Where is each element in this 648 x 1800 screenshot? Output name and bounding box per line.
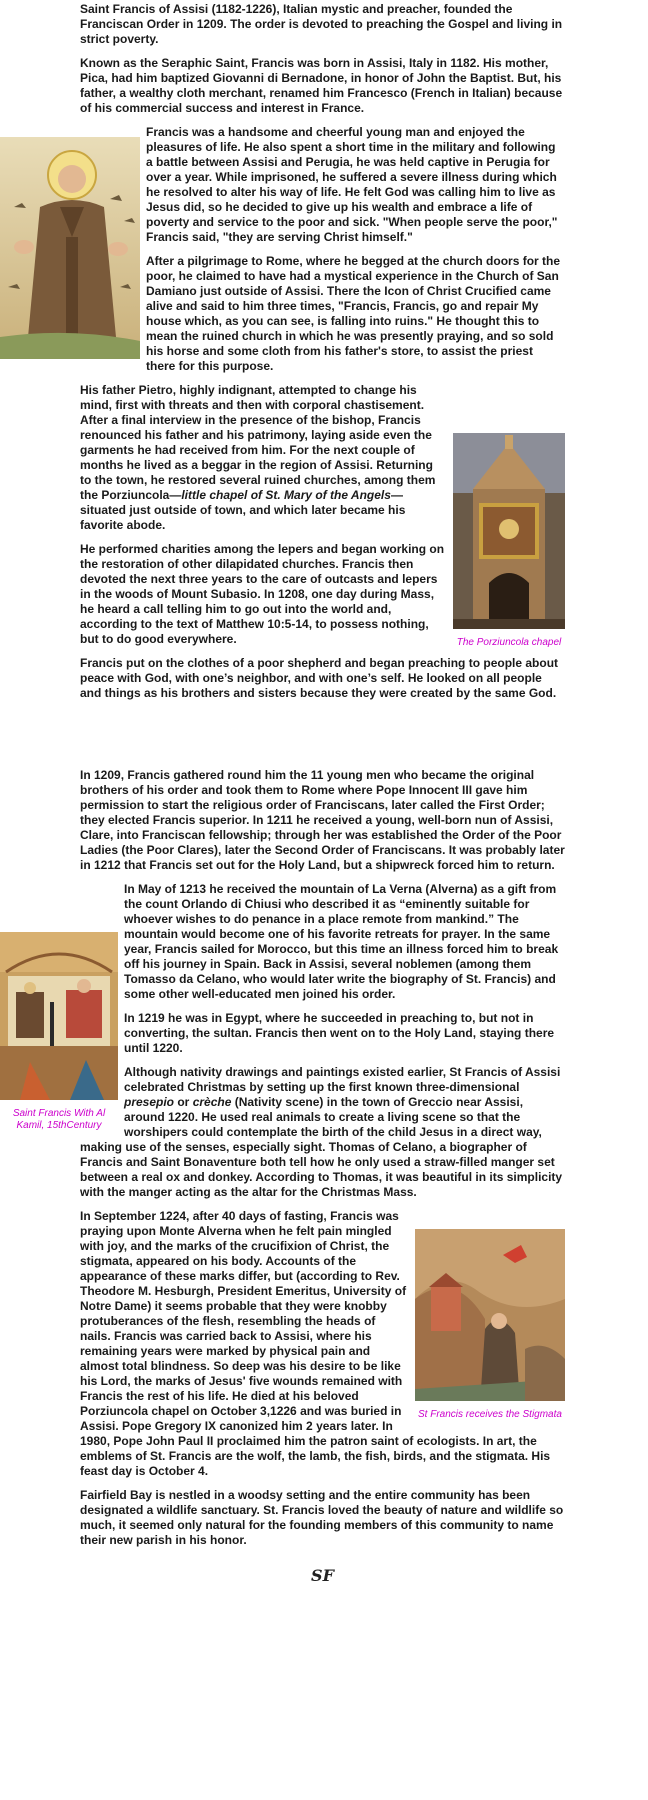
paragraph-egypt: In 1219 he was in Egypt, where he succeeded in preaching to, but not in converting, the sultan. Francis then went on to the Holy Land, staying there until 1220. <box>124 1011 555 1055</box>
paragraph-fairfield-bay: Fairfield Bay is nestled in a woodsy setting and the entire community has been designated a wildlife sanctuary. St. Francis loved the beauty of nature and wildlife so much, it seemed only natural for the founding members of this community to name their new parish in his honor. <box>80 1488 564 1547</box>
paragraph-birth: Known as the Seraphic Saint, Francis was born in Assisi, Italy in 1182. His mother, Pica, had him baptized Giovanni di Bernadone, in honor of John the Baptist. But, his father, a wealthy cloth merchant, renamed him Francesco (French in Italian) because of his commercial success and interest in France. <box>80 56 563 115</box>
stigmata-caption: St Francis receives the Stigmata <box>418 1409 562 1420</box>
paragraph-order: In 1209, Francis gathered round him the 11 young men who became the original brothers of his order and took them to Rome where Pope Innocent III gave him permission to start the religious order of Franciscans, later called the First Order; they elected Francis superior. In 1211 he received a young, well-born nun of Assisi, Clare, into Franciscan fellowship; through her was established the Order of the Poor Ladies (the Poor Clares), later the Second Order of Franciscans. It was probably later in 1212 that Francis set out for the Holy Land, but a shipwreck forced him to return. <box>80 768 565 872</box>
al-kamil-caption: Saint Francis With Al Kamil, 15thCentury <box>12 1108 106 1131</box>
paragraph-la-verna: In May of 1213 he received the mountain of La Verna (Alverna) as a gift from the count Orlando di Chiusi who described it as “eminently suitable for whoever wishes to do penance in a place remote from mankind.” The mountain would become one of his favorite retreats for prayer. In the same year, Francis sailed for Morocco, but this time an illness forced him to break off his journey in Spain. Back in Assisi, several noblemen (among them Tomasso da Celano, who would later write the biography of St. Francis) and some other well-educated men joined his order. <box>124 882 559 1001</box>
paragraph-nativity-italic-2: crèche <box>192 1095 232 1109</box>
stigmata-figure <box>415 1229 565 1421</box>
stigmata-painting-image <box>415 1229 565 1401</box>
paragraph-nativity-text-c: (Nativity scene) in the town of Greccio near Assisi, around 1220. He used real animals to create a living scene so that the worshipers could contemplate the birth of the child Jesus in a direct way, making use of the senses, especially sight. Thomas of Celano, a biographer of Francis and Saint Bonaventure both tell how he only used a straw-filled manger set between a real ox and donkey. According to Thomas, it was beautiful in its simplicity with the manger acting as the altar for the Christmas Mass. <box>80 1095 563 1199</box>
paragraph-renounce-italic: little chapel of St. Mary of the Angels <box>181 488 391 502</box>
paragraph-nativity-text-b: or <box>174 1095 193 1109</box>
paragraph-shepherd: Francis put on the clothes of a poor shepherd and began preaching to people about peace with God, with one’s neighbor, and with one’s self. He looked on all people and things as his brothers and sisters because they were created by the same God. <box>80 656 559 700</box>
paragraph-nativity-italic-1: presepio <box>124 1095 175 1109</box>
article <box>12 0 565 1585</box>
al-kamil-painting-image <box>0 932 118 1100</box>
al-kamil-figure <box>0 932 118 1132</box>
paragraph-youth: Francis was a handsome and cheerful young man and enjoyed the pleasures of life. He also spent a short time in the military and following a battle between Assisi and Perugia, he was held captive in Perugia for over a year. While imprisoned, he suffered a severe illness during which he resolved to alter his way of life. He felt God was calling him to live as Jesus did, so he decided to give up his wealth and embrace a life of poverty and service to the poor and sick. "When people serve the poor," Francis said, "they are serving Christ himself." <box>146 125 558 244</box>
sf-monogram-text: SF <box>311 1566 334 1585</box>
paragraph-renounce-text-a: His father Pietro, highly indignant, attempted to change his mind, first with threats and then with corporal chastisement. After a final interview in the presence of the bishop, Francis renounced his father and his patrimony, laying aside even the garments he had received from him. For the next couple of months he lived as a beggar in the region of Assisi. Returning to the town, he restored several ruined churches, among them the Porziuncola— <box>80 383 436 502</box>
paragraph-stigmata: In September 1224, after 40 days of fasting, Francis was praying upon Monte Alverna when he felt pain mingled with joy, and the marks of the crucifixion of Christ, the stigmata, appeared on his body. Accounts of the appearance of these marks differ, but (according to Rev. Theodore M. Hesburgh, President Emeritus, University of Notre Dame) it seems probable that they were knobby protuberances of the flesh, resembling the heads of nails. Francis was carried back to Assisi, where his remaining years were marked by physical pain and almost total blindness. So deep was his desire to be like his Lord, the marks of Jesus' five wounds remained with Francis the rest of his life. He died at his beloved Porziuncola chapel on October 3,1226 and was buried in Assisi. Pope Gregory IX canonized him 2 years later. In 1980, Pope John Paul II proclaimed him the patron saint of ecologists. In art, the emblems of St. Francis are the wolf, the lamb, the fish, birds, and the stigmata. His feast day is October 4. <box>80 1209 551 1478</box>
paragraph-renounce-text-b: —situated just outside of town, and which later became his favorite abode. <box>80 488 406 532</box>
porziuncola-chapel-image <box>453 433 565 629</box>
porziuncola-caption: The Porziuncola chapel <box>456 637 562 648</box>
sf-monogram <box>80 1568 565 1585</box>
porziuncola-figure <box>453 433 565 649</box>
section-spacer <box>80 710 565 768</box>
francis-with-birds-image <box>0 137 140 363</box>
paragraph-charities: He performed charities among the lepers and began working on the restoration of other dilapidated churches. Francis then devoted the next three years to the care of outcasts and lepers in the woods of Mount Subasio. In 1208, one day during Mass, he heard a call telling him to go out into the world and, according to the text of Matthew 10:5-14, to possess nothing, but to do good everywhere. <box>80 542 445 646</box>
paragraph-nativity <box>80 1065 565 1200</box>
francis-with-birds-picture <box>0 137 140 359</box>
paragraph-pilgrimage: After a pilgrimage to Rome, where he begged at the church doors for the poor, he claimed to have had a mystical experience in the Church of San Damiano just outside of Assisi. There the Icon of Christ Crucified came alive and said to him three times, "Francis, Francis, go and repair My house which, as you can see, is falling into ruins." He thought this to mean the ruined church in which he was presently praying, and so sold his horse and some cloth from his father's store, to assist the priest there for this purpose. <box>146 254 561 373</box>
paragraph-intro: Saint Francis of Assisi (1182-1226), Italian mystic and preacher, founded the Franciscan Order in 1209. The order is devoted to preaching the Gospel and living in strict poverty. <box>80 2 563 46</box>
paragraph-nativity-text-a: Although nativity drawings and paintings existed earlier, St Francis of Assisi celebrated Christmas by setting up the first known three-dimensional <box>124 1065 561 1094</box>
